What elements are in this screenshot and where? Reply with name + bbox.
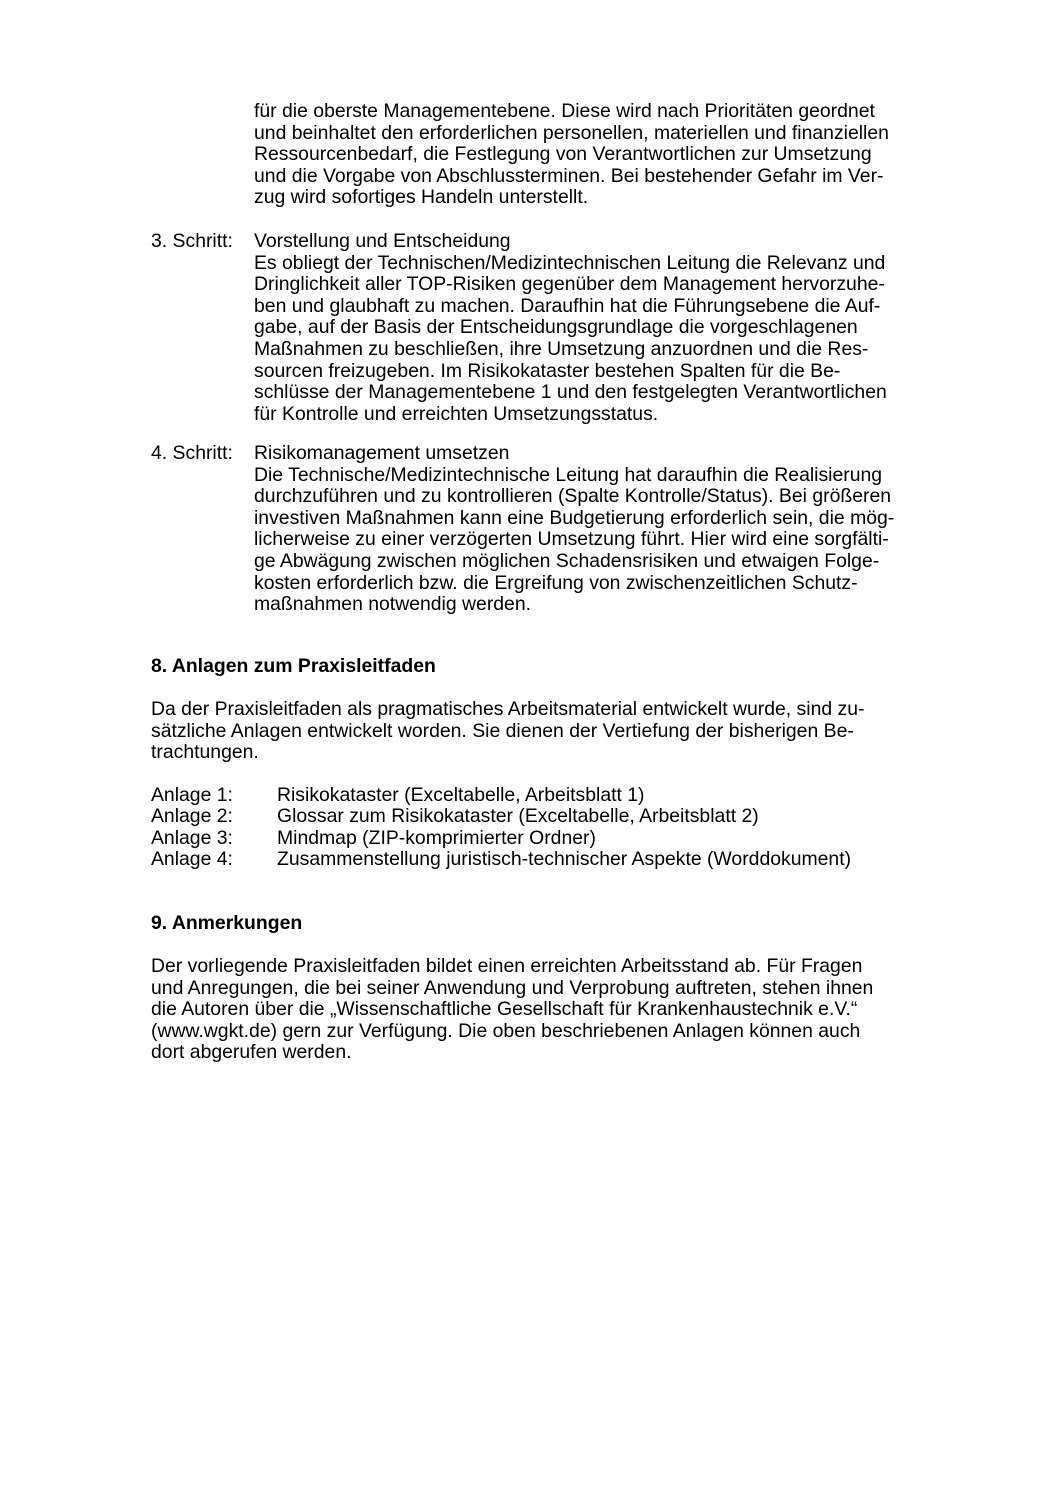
section-9-paragraph xyxy=(151,956,873,1064)
annex-text: Risikokataster (Exceltabelle, Arbeitsblatt 1) xyxy=(277,784,645,806)
text-line: dort abgerufen werden. xyxy=(151,1041,352,1064)
step-3-text xyxy=(254,231,887,425)
text-line: licherweise zu einer verzögerten Umsetzung führt. Hier wird eine sorgfälti- xyxy=(254,528,889,551)
step-title: Vorstellung und Entscheidung xyxy=(254,230,511,252)
text-line: ben und glaubhaft zu machen. Daraufhin hat die Führungsebene die Auf- xyxy=(254,294,881,317)
text-line: Die Technische/Medizintechnische Leitung hat daraufhin die Realisierung xyxy=(254,463,883,486)
text-line: sätzliche Anlagen entwickelt worden. Sie dienen der Vertiefung der bisherigen Be- xyxy=(151,719,854,742)
section-8-paragraph xyxy=(151,699,864,764)
text-line: maßnahmen notwendig werden. xyxy=(254,593,532,616)
annex-text: Zusammenstellung juristisch-technischer Aspekte (Worddokument) xyxy=(277,848,852,870)
text-line: ge Abwägung zwischen möglichen Schadensrisiken und etwaigen Folge- xyxy=(254,549,880,572)
text-line: Dringlichkeit aller TOP-Risiken gegenüber dem Management hervorzuhe- xyxy=(254,273,885,296)
text-line: gabe, auf der Basis der Entscheidungsgrundlage die vorgeschlagenen xyxy=(254,316,858,339)
text-line: zug wird sofortiges Handeln unterstellt. xyxy=(254,186,589,209)
text-line: investiven Maßnahmen kann eine Budgetierung erforderlich sein, die mög- xyxy=(254,506,895,529)
text-line: und die Vorgabe von Abschlussterminen. Bei bestehender Gefahr im Ver- xyxy=(254,164,884,187)
text-line: Ressourcenbedarf, die Festlegung von Verantwortlichen zur Umsetzung xyxy=(254,143,872,166)
text-line: für Kontrolle und erreichten Umsetzungsstatus. xyxy=(254,402,659,425)
text-line: sourcen freizugeben. Im Risikokataster bestehen Spalten für die Be- xyxy=(254,359,841,382)
annex-text: Mindmap (ZIP-komprimierter Ordner) xyxy=(277,827,596,849)
step-3-label: 3. Schritt: xyxy=(151,230,233,252)
annex-label: Anlage 3: xyxy=(151,827,233,849)
text-line: und beinhaltet den erforderlichen personellen, materiellen und finanziellen xyxy=(254,121,889,144)
text-line: trachtungen. xyxy=(151,741,259,764)
annex-label: Anlage 4: xyxy=(151,848,233,870)
annex-label: Anlage 2: xyxy=(151,805,233,827)
annex-label: Anlage 1: xyxy=(151,784,233,806)
text-line: (www.wgkt.de) gern zur Verfügung. Die oben beschriebenen Anlagen können auch xyxy=(151,1019,861,1042)
text-line: kosten erforderlich bzw. die Ergreifung von zwischenzeitlichen Schutz- xyxy=(254,571,858,594)
text-line: Es obliegt der Technischen/Medizintechnischen Leitung die Relevanz und xyxy=(254,251,886,274)
text-line: schlüsse der Managementebene 1 und den festgelegten Verantwortlichen xyxy=(254,381,887,404)
intro-paragraph xyxy=(254,101,889,209)
step-4-text xyxy=(254,443,894,616)
text-line: durchzuführen und zu kontrollieren (Spalte Kontrolle/Status). Bei größeren xyxy=(254,485,892,508)
section-9-heading: 9. Anmerkungen xyxy=(151,912,303,934)
annex-text: Glossar zum Risikokataster (Exceltabelle, Arbeitsblatt 2) xyxy=(277,805,759,827)
text-line: die Autoren über die „Wissenschaftliche Gesellschaft für Krankenhaustechnik e.V.“ xyxy=(151,998,858,1021)
text-line: für die oberste Managementebene. Diese wird nach Prioritäten geordnet xyxy=(254,100,875,122)
text-line: und Anregungen, die bei seiner Anwendung und Verprobung auftreten, stehen ihnen xyxy=(151,976,874,999)
step-title: Risikomanagement umsetzen xyxy=(254,442,510,464)
step-4-label: 4. Schritt: xyxy=(151,442,233,464)
text-line: Der vorliegende Praxisleitfaden bildet einen erreichten Arbeitsstand ab. Für Fragen xyxy=(151,955,863,977)
text-line: Maßnahmen zu beschließen, ihre Umsetzung anzuordnen und die Res- xyxy=(254,337,869,360)
section-8-heading: 8. Anlagen zum Praxisleitfaden xyxy=(151,655,436,677)
text-line: Da der Praxisleitfaden als pragmatisches Arbeitsmaterial entwickelt wurde, sind zu- xyxy=(151,698,865,720)
